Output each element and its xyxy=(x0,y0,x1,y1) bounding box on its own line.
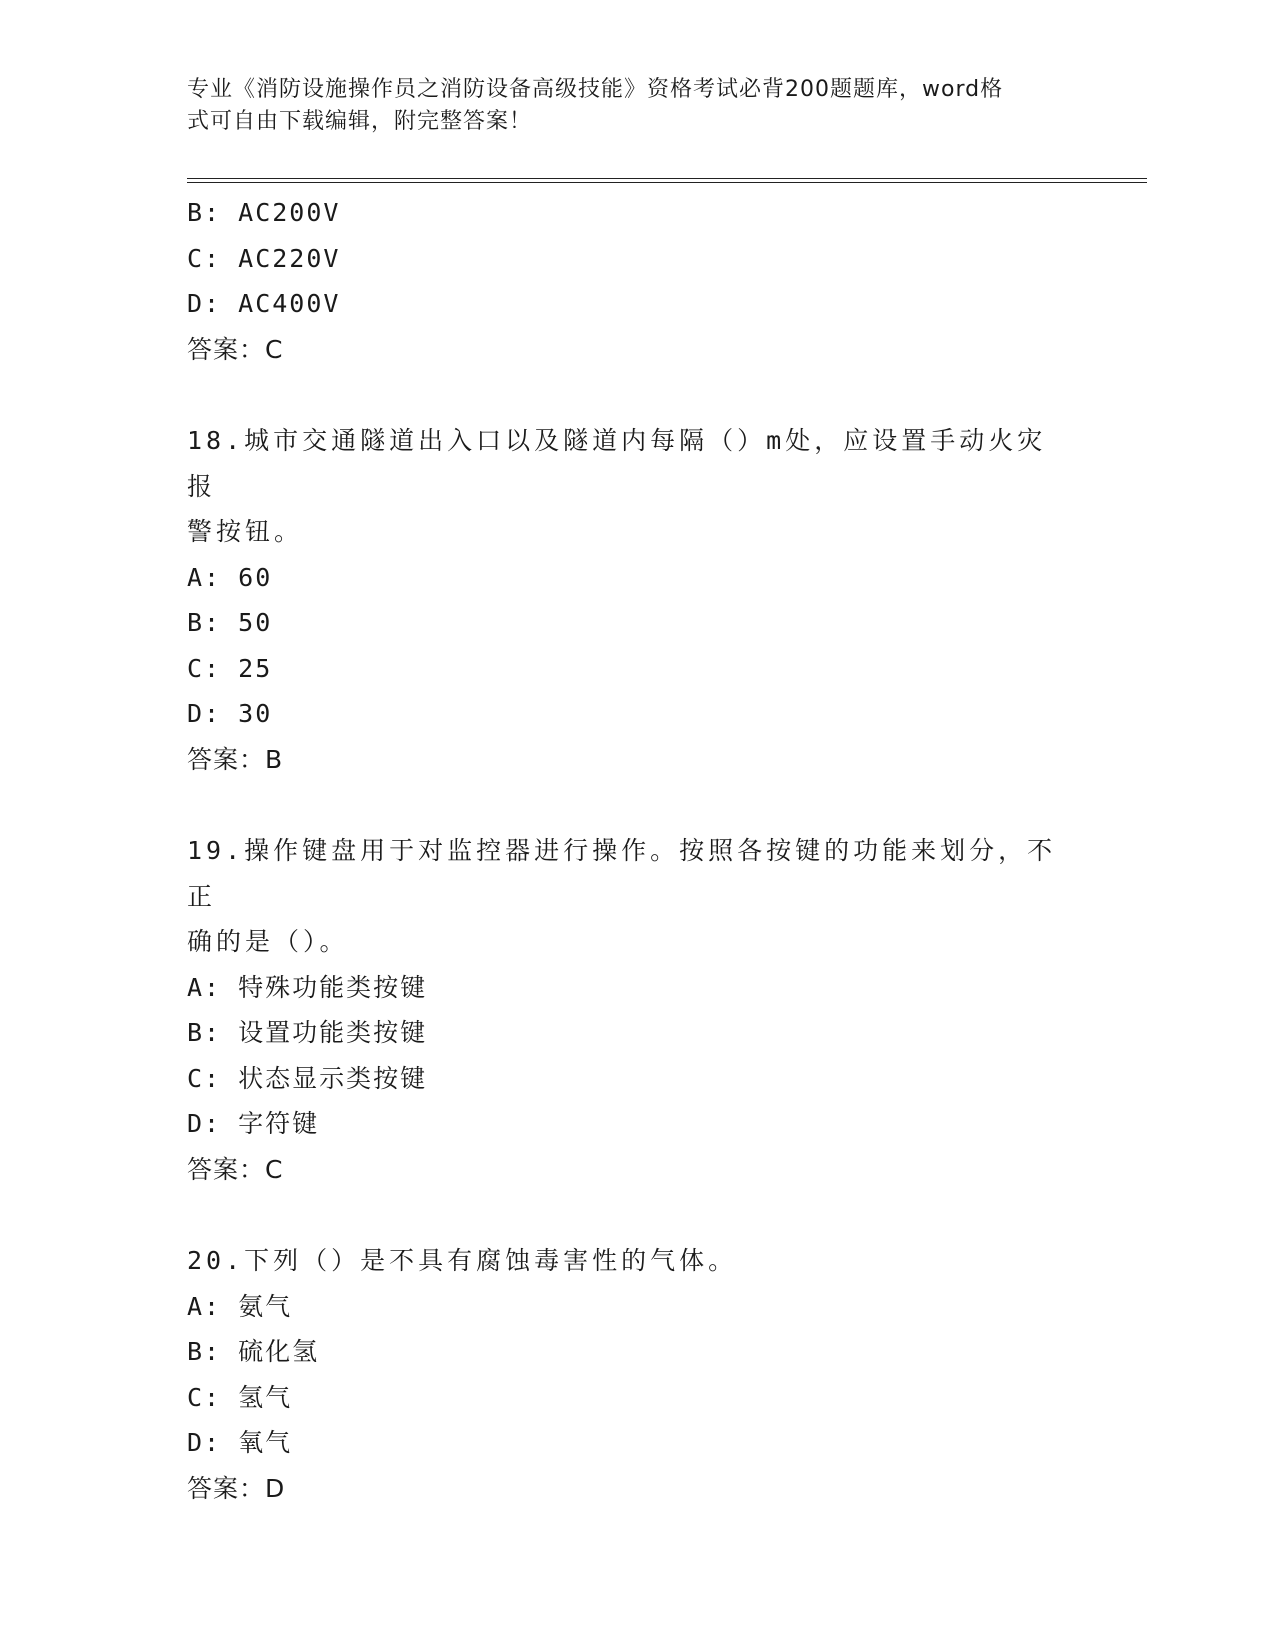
question-20 xyxy=(187,1238,1087,1511)
question-text-line-1: 20.下列（）是不具有腐蚀毒害性的气体。 xyxy=(187,1246,738,1275)
document-header xyxy=(187,74,1067,138)
question-text-line-1: 18.城市交通隧道出入口以及隧道内每隔（）m处，应设置手动火灾报 xyxy=(187,426,1047,501)
option-a: A: 60 xyxy=(187,562,273,592)
option-b: B: 50 xyxy=(187,608,273,637)
answer-label: 答案：C xyxy=(187,334,284,364)
document-page xyxy=(187,0,1147,1650)
header-line-1: 专业《消防设施操作员之消防设备高级技能》资格考试必背200题题库，word格 xyxy=(187,77,1004,102)
question-text-line-1: 19.操作键盘用于对监控器进行操作。按照各按键的功能来划分，不正 xyxy=(187,836,1057,911)
question-19 xyxy=(187,828,1087,1192)
option-c: C: AC220V xyxy=(187,243,341,273)
option-d: D: 30 xyxy=(187,699,273,728)
header-divider xyxy=(187,178,1147,183)
answer-label: 答案：D xyxy=(187,1473,286,1503)
question-list xyxy=(187,190,1087,1511)
question-text-line-2: 确的是（）。 xyxy=(187,927,349,956)
answer-label: 答案：B xyxy=(187,744,284,774)
option-a: A: 特殊功能类按键 xyxy=(187,972,428,1002)
option-b: B: 设置功能类按键 xyxy=(187,1018,428,1047)
option-d: D: 字符键 xyxy=(187,1109,320,1138)
question-18 xyxy=(187,418,1087,782)
option-a: A: 氨气 xyxy=(187,1291,293,1321)
question-17-continued xyxy=(187,190,1087,372)
option-c: C: 氢气 xyxy=(187,1382,293,1412)
option-b: B: 硫化氢 xyxy=(187,1337,320,1366)
question-text xyxy=(187,418,1067,555)
question-text-line-2: 警按钮。 xyxy=(187,517,304,546)
question-text xyxy=(187,828,1067,965)
header-line-2: 式可自由下载编辑，附完整答案！ xyxy=(187,109,533,134)
option-b: B: AC200V xyxy=(187,198,341,227)
question-text xyxy=(187,1238,1067,1284)
option-d: D: AC400V xyxy=(187,289,341,318)
option-c: C: 状态显示类按键 xyxy=(187,1063,428,1093)
option-d: D: 氧气 xyxy=(187,1428,293,1457)
option-c: C: 25 xyxy=(187,653,273,683)
answer-label: 答案：C xyxy=(187,1154,284,1184)
